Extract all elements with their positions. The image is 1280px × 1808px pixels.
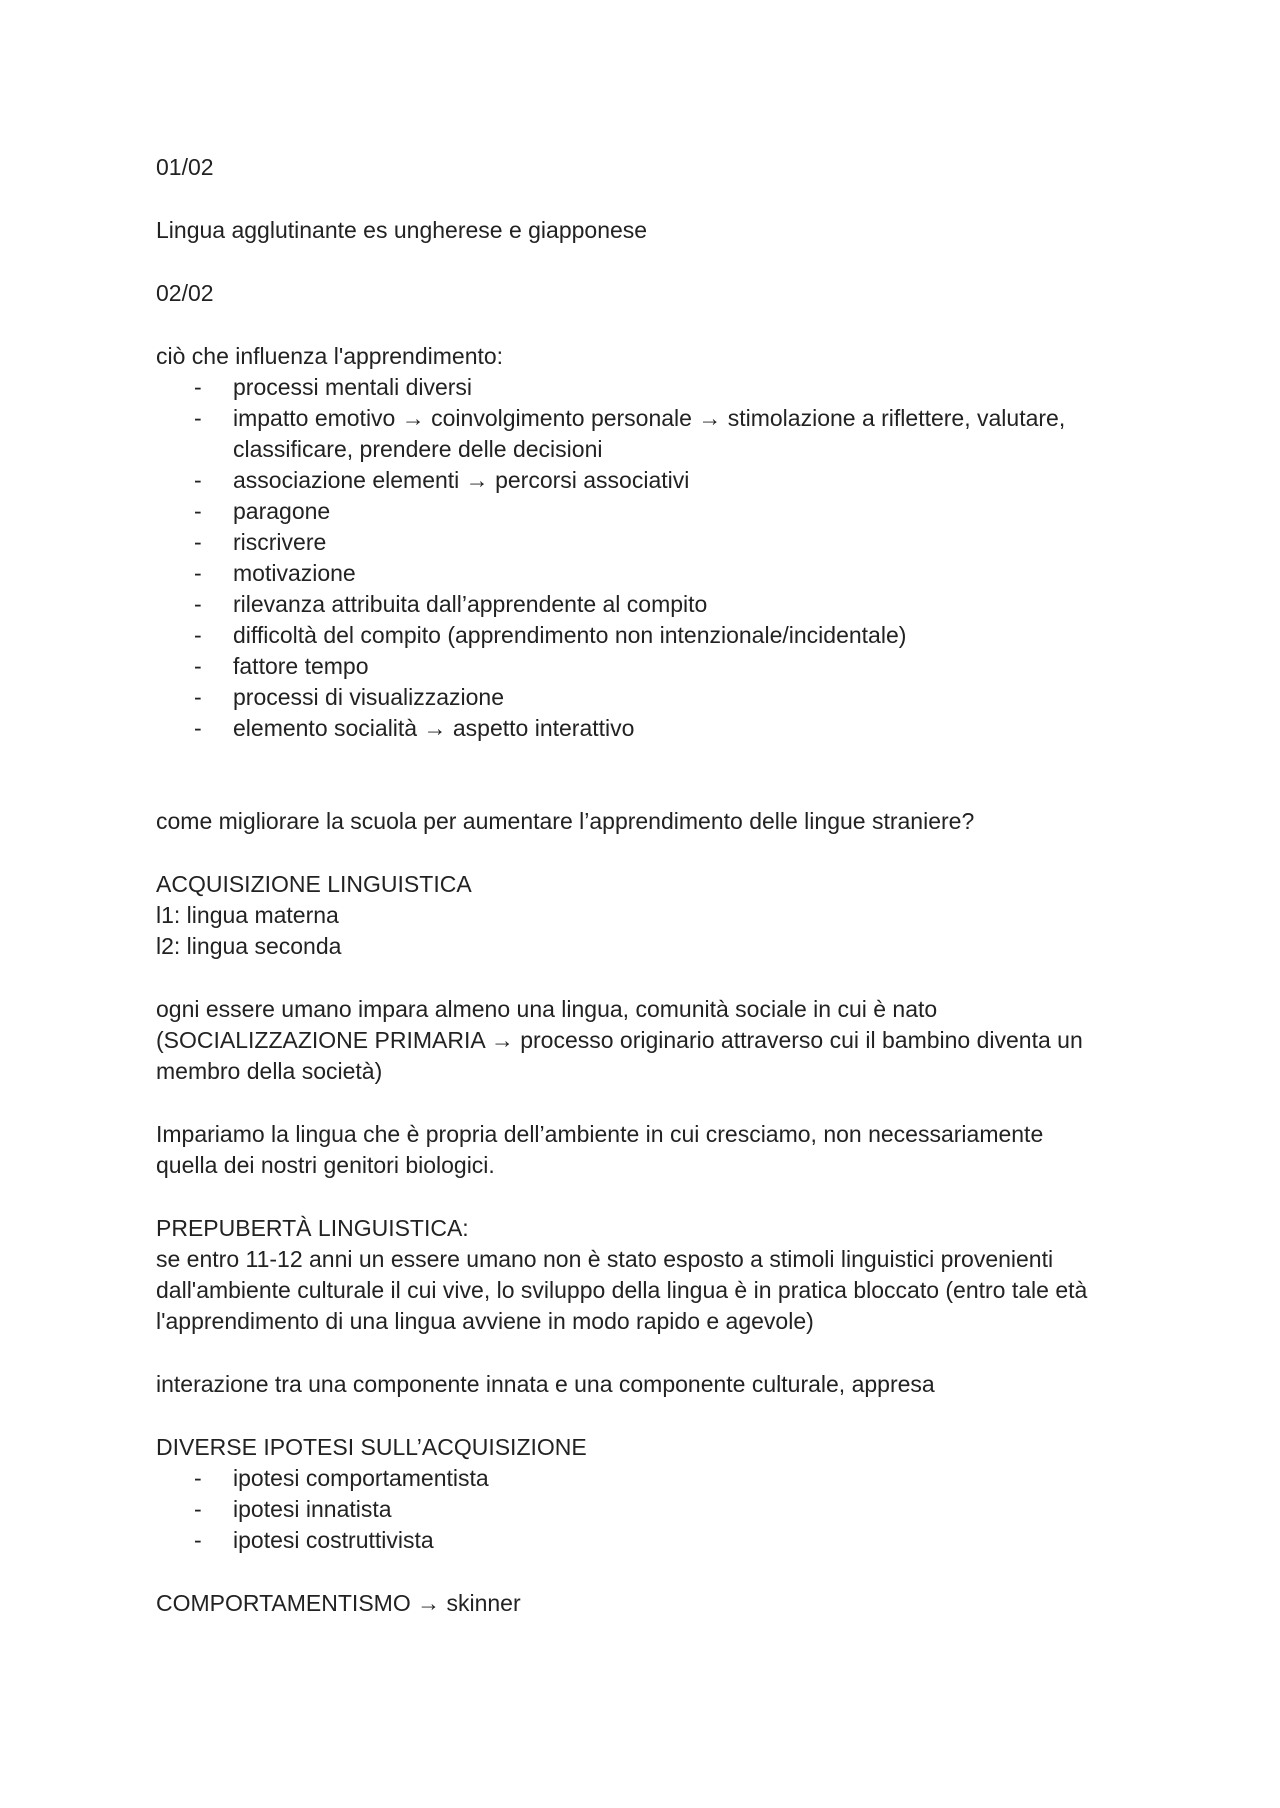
list-item: - elemento socialità → aspetto interattivo	[156, 713, 1156, 744]
list-item: - ipotesi innatista	[156, 1494, 1156, 1525]
date-heading-1: 01/02	[156, 154, 214, 180]
ipotesi-heading: DIVERSE IPOTESI SULL’ACQUISIZIONE	[156, 1434, 587, 1460]
interazione-line: interazione tra una componente innata e una componente culturale, appresa	[156, 1371, 935, 1397]
list-item-text: impatto emotivo → coinvolgimento personale → stimolazione a riflettere, valutare,	[233, 405, 1066, 431]
agglutinante-line: Lingua agglutinante es ungherese e giapponese	[156, 217, 648, 243]
l2-line: l2: lingua seconda	[156, 933, 342, 959]
paragraph-line: ogni essere umano impara almeno una lingua, comunità sociale in cui è nato	[156, 996, 938, 1022]
list-item: - riscrivere	[156, 527, 1156, 558]
ipotesi-list	[156, 1463, 1156, 1556]
list-item: - ipotesi costruttivista	[156, 1525, 1156, 1556]
paragraph-line: se entro 11-12 anni un essere umano non è stato esposto a stimoli linguistici provenienti	[156, 1246, 1054, 1272]
list-item: - rilevanza attribuita dall’apprendente al compito	[156, 589, 1156, 620]
paragraph-line: l'apprendimento di una lingua avviene in modo rapido e agevole)	[156, 1308, 814, 1334]
paragraph-line: membro della società)	[156, 1058, 383, 1084]
list-item: - processi di visualizzazione	[156, 682, 1156, 713]
paragraph-line: dall'ambiente culturale il cui vive, lo sviluppo della lingua è in pratica bloccato (entro tale età	[156, 1277, 1088, 1303]
prepuberta-heading: PREPUBERTÀ LINGUISTICA:	[156, 1215, 469, 1241]
paragraph-line: (SOCIALIZZAZIONE PRIMARIA → processo originario attraverso cui il bambino diventa un	[156, 1027, 1083, 1053]
paragraph-ogni	[156, 994, 1156, 1087]
paragraph-line: Impariamo la lingua che è propria dell’ambiente in cui cresciamo, non necessariamente	[156, 1121, 1044, 1147]
list-item: - processi mentali diversi	[156, 372, 1156, 403]
date-heading-2: 02/02	[156, 280, 214, 306]
list-item: - associazione elementi → percorsi associativi	[156, 465, 1156, 496]
acquisizione-heading: ACQUISIZIONE LINGUISTICA	[156, 871, 472, 897]
list-item: - motivazione	[156, 558, 1156, 589]
influenza-intro: ciò che influenza l'apprendimento:	[156, 343, 504, 369]
list-item: - fattore tempo	[156, 651, 1156, 682]
paragraph-line: quella dei nostri genitori biologici.	[156, 1152, 495, 1178]
paragraph-impariamo	[156, 1119, 1156, 1181]
list-item: - paragone	[156, 496, 1156, 527]
question-line: come migliorare la scuola per aumentare l’apprendimento delle lingue straniere?	[156, 808, 975, 834]
list-item: - ipotesi comportamentista	[156, 1463, 1156, 1494]
list-item	[156, 403, 1156, 465]
list-item: - difficoltà del compito (apprendimento non intenzionale/incidentale)	[156, 620, 1156, 651]
paragraph-prepuberta	[156, 1244, 1156, 1337]
influenza-list	[156, 372, 1156, 744]
comportamentismo-line: COMPORTAMENTISMO → skinner	[156, 1590, 521, 1616]
l1-line: l1: lingua materna	[156, 902, 339, 928]
list-item-continuation: classificare, prendere delle decisioni	[233, 436, 603, 462]
document-page	[156, 152, 1156, 1619]
